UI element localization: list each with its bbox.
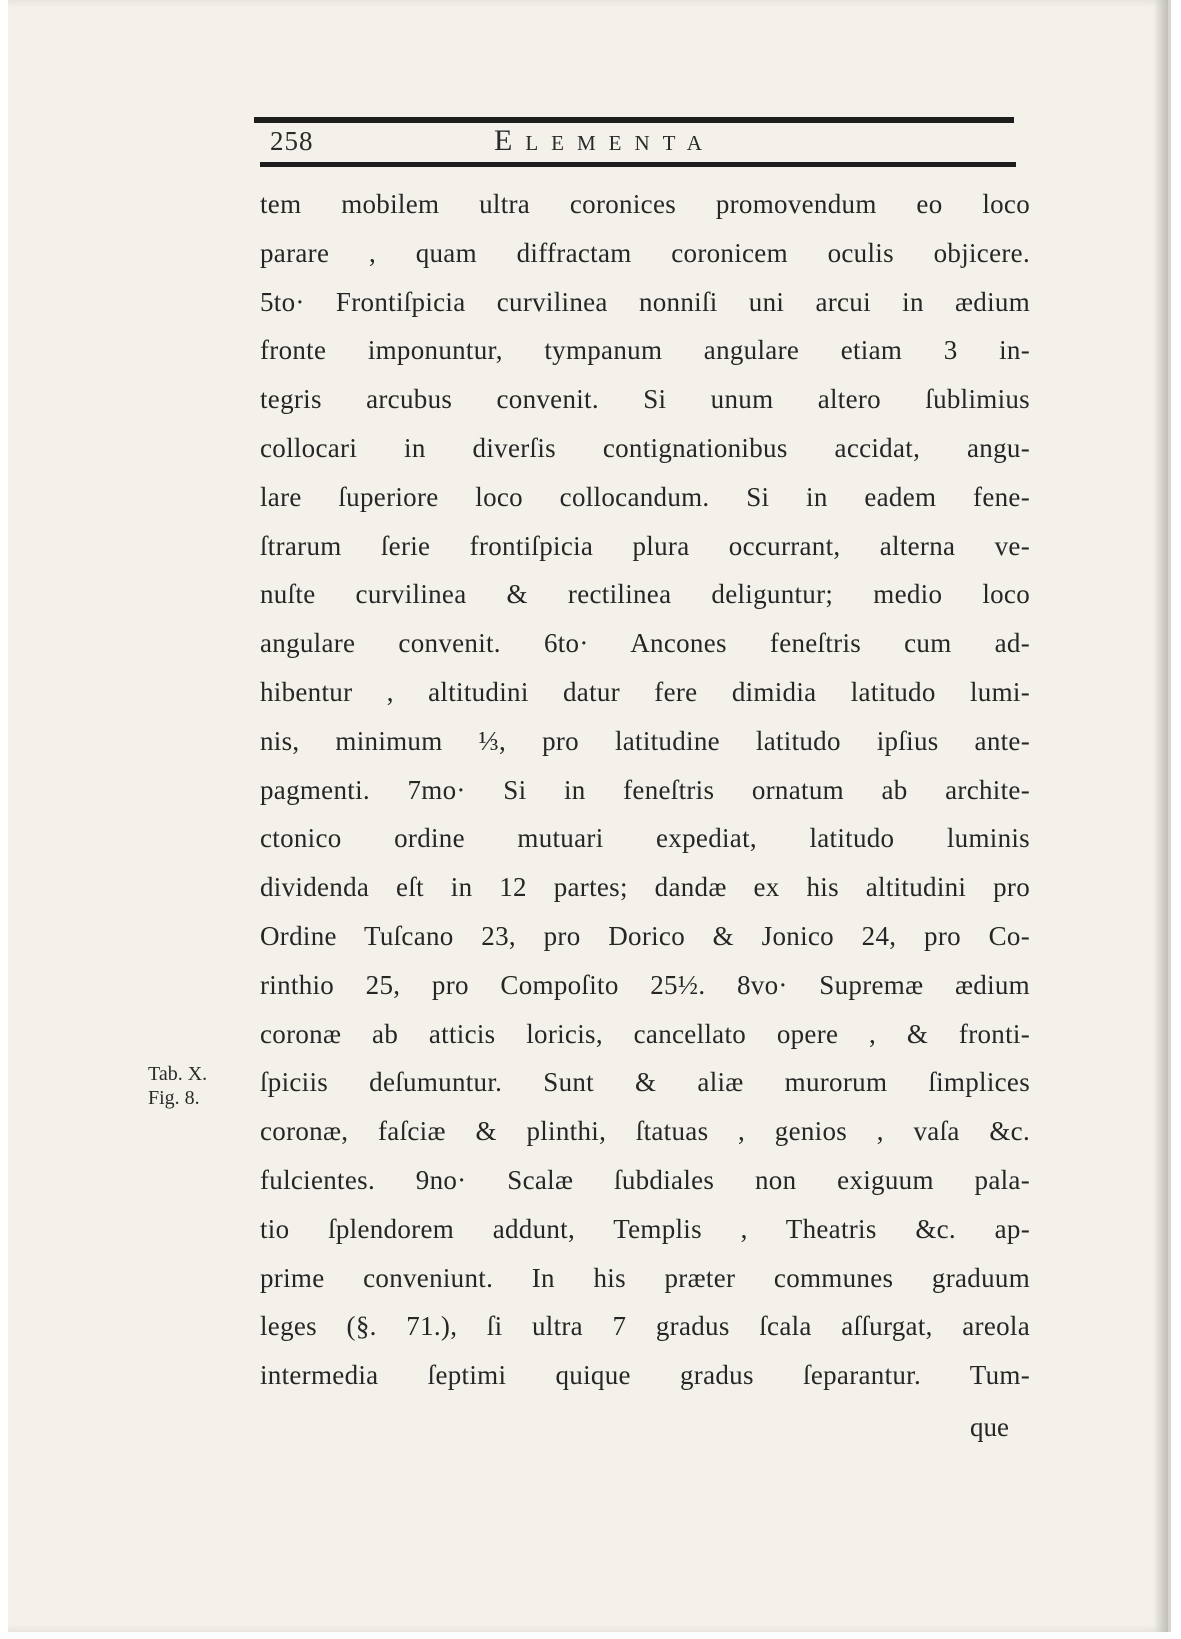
text-line: Ordine Tuſcano 23, pro Dorico & Jonico 24, pro Co- <box>260 920 1030 951</box>
text-line: fulcientes. 9no· Scalæ ſubdiales non exiguum pala- <box>260 1164 1030 1195</box>
text-line: ſtrarum ſerie frontiſpicia plura occurrant, alterna ve- <box>260 530 1030 561</box>
running-title: Elementa <box>494 124 715 157</box>
header-rule-bottom <box>260 162 1016 167</box>
text-line: tem mobilem ultra coronices promovendum eo loco <box>260 189 1030 219</box>
text-line: pagmenti. 7mo· Si in feneſtris ornatum ab archite- <box>260 774 1030 805</box>
text-line: angulare convenit. 6to· Ancones feneſtris cum ad- <box>260 628 1030 659</box>
running-header <box>254 124 1014 162</box>
header-rule-top <box>254 117 1014 123</box>
catchword: que <box>970 1412 1009 1442</box>
text-line: coronæ ab atticis loricis, cancellato opere , & fronti- <box>260 1018 1030 1049</box>
text-line: dividenda eſt in 12 partes; dandæ ex his altitudini pro <box>260 872 1030 903</box>
page-number: 258 <box>270 126 314 156</box>
text-line: 5to· Frontiſpicia curvilinea nonniſi uni arcui in ædium <box>260 286 1030 317</box>
text-line: prime conveniunt. In his præter communes graduum <box>260 1262 1030 1293</box>
text-line: collocari in diverſis contignationibus accidat, angu- <box>260 432 1030 463</box>
text-line: lare ſuperiore loco collocandum. Si in eadem fene- <box>260 481 1030 512</box>
text-line: nuſte curvilinea & rectilinea deliguntur; medio loco <box>260 579 1030 610</box>
marginal-note <box>148 1062 207 1110</box>
text-line: tegris arcubus convenit. Si unum altero ſublimius <box>260 384 1030 415</box>
text-line: parare , quam diffractam coronicem oculis objicere. <box>260 237 1030 268</box>
text-line: rinthio 25, pro Compoſito 25½. 8vo· Supremæ ædium <box>260 969 1030 1000</box>
text-line: hibentur , altitudini datur fere dimidia latitudo lumi- <box>260 676 1030 707</box>
text-line: fronte imponuntur, tympanum angulare etiam 3 in- <box>260 335 1030 366</box>
marginal-note-table: Tab. X. <box>148 1063 208 1085</box>
text-line: nis, minimum ⅓, pro latitudine latitudo ipſius ante- <box>260 725 1030 756</box>
marginal-note-figure: Fig. 8. <box>148 1087 200 1109</box>
text-line: coronæ, faſciæ & plinthi, ſtatuas , genios , vaſa &c. <box>260 1116 1030 1147</box>
text-line: intermedia ſeptimi quique gradus ſeparantur. Tum- <box>260 1360 1030 1391</box>
text-line: ctonico ordine mutuari expediat, latitudo luminis <box>260 823 1030 854</box>
text-line: tio ſplendorem addunt, Templis , Theatris &c. ap- <box>260 1213 1030 1244</box>
text-line: leges (§. 71.), ſi ultra 7 gradus ſcala aſſurgat, areola <box>260 1311 1030 1342</box>
text-line: ſpiciis deſumuntur. Sunt & aliæ murorum ſimplices <box>260 1067 1030 1098</box>
book-page <box>8 0 1171 1632</box>
body-text <box>260 180 1030 1400</box>
